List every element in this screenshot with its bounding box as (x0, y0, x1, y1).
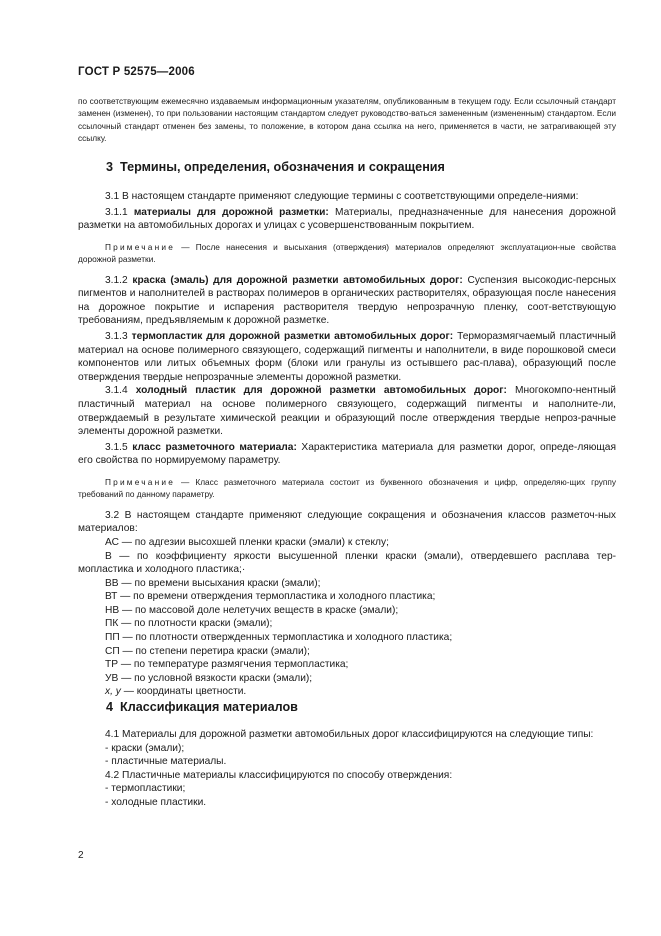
term-3-1-5: 3.1.5 класс разметочного материала: Характеристика материала для разметки дорог, опреде-ляющая его свойства по нормируемому параметру. (78, 441, 616, 467)
paragraph-4-2: 4.2 Пластичные материалы классифицируются по способу отверждения: (105, 769, 453, 781)
section-4-body (78, 728, 616, 810)
abbreviation-item: АС — по адгезии высохшей пленки краски (эмали) к стеклу; (105, 536, 389, 548)
abbreviation-item: ТР — по температуре размягчения термопластика; (105, 659, 349, 671)
term-name: холодный пластик для дорожной разметки автомобильных дорог: (135, 385, 507, 397)
abbreviation-item: В — по коэффициенту яркости высушенной пленки краски (эмали), отвердевшего расплава тер-мопластика и холодного пластика;· (78, 550, 616, 576)
term-3-1-3: 3.1.3 термопластик для дорожной разметки автомобильных дорог: Терморазмягчаемый пластичный материал на основе полимерного связующего, содержащий пигменты и наполнители, в виде порошковой смеси компонентов или литых объемных форм (блоки или гранулы из остывшего рас-плава), образующий после отверждения твердые непрозрачные элементы дорожной разметки. (78, 330, 616, 383)
paragraph-3-2: 3.2 В настоящем стандарте применяют следующие сокращения и обозначения классов разметоч-ных материалов: (78, 509, 616, 535)
term-name: материалы для дорожной разметки: (133, 206, 329, 218)
term-3-1-2: 3.1.2 краска (эмаль) для дорожной разметки автомобильных дорог: Суспензия высокодис-персных пигментов и наполнителей в растворах полимеров в органических растворителях, образующая после нанесения на дорожное покрытие и испарения растворителя твердую непрозрачную пленку, соот-ветствующую требованиям, предъявляемым к дорожной разметке. (78, 274, 616, 327)
abbreviation-item: ПК — по плотности краски (эмали); (105, 618, 273, 630)
section-number: 3 (106, 160, 114, 174)
note-label: Примечание (105, 241, 176, 252)
intro-paragraph: по соответствующим ежемесячно издаваемым информационным указателям, опубликованным в текущем году. Если ссылочный стандарт заменен (изменен), то при пользовании настоящим стандартом следует руководство-ваться замененным (измененным) стандартом. Если ссылочный стандарт отменен без замены, то положение, в котором дана ссылка на него, применяется в части, не затрагивающей эту ссылку. (78, 96, 616, 144)
list-item: - пластичные материалы. (105, 756, 227, 768)
list-item: - термопластики; (105, 783, 186, 795)
section-number: 4 (106, 700, 114, 714)
section-3-heading (106, 160, 445, 174)
page-number: 2 (78, 850, 84, 861)
term-3-1-1: 3.1.1 материалы для дорожной разметки: Материалы, предназначенные для нанесения дорожной разметки на автомобильных дорогах и улицах с усовершенствованным покрытием. (78, 206, 616, 232)
note-1: Примечание — После нанесения и высыхания (отверждения) материалов определяют эксплуатацион-ные свойства дорожной разметки. (78, 241, 616, 265)
note-label: Примечание (105, 476, 176, 487)
list-item: - краски (эмали); (105, 742, 185, 754)
note-2: Примечание — Класс разметочного материала состоит из буквенного обозначения и цифр, определяю-щих группу требований по данному параметру. (78, 476, 616, 500)
coordinate-symbols: х, у (105, 686, 121, 698)
abbreviation-item: ПП — по плотности отвержденных термопластика и холодного пластика; (105, 632, 453, 644)
abbreviation-item: х, у — координаты цветности. (105, 686, 247, 698)
abbreviation-item: НВ — по массовой доле нелетучих веществ в краске (эмали); (105, 604, 399, 616)
abbreviation-list (78, 536, 616, 699)
term-name: класс разметочного материала: (132, 441, 297, 453)
term-name: термопластик для дорожной разметки автомобильных дорог: (131, 330, 454, 342)
paragraph-3-1: 3.1 В настоящем стандарте применяют следующие термины с соответствующими определе-ниями: (105, 191, 579, 202)
abbreviation-item: СП — по степени перетира краски (эмали); (105, 645, 310, 657)
abbreviation-item: ВТ — по времени отверждения термопластика и холодного пластика; (105, 591, 436, 603)
document-header: ГОСТ Р 52575—2006 (78, 66, 195, 78)
list-item: - холодные пластики. (105, 796, 207, 808)
paragraph-4-1: 4.1 Материалы для дорожной разметки автомобильных дорог классифицируются на следующие типы: (105, 729, 594, 740)
term-name: краска (эмаль) для дорожной разметки автомобильных дорог: (132, 274, 463, 286)
section-3-body (78, 190, 616, 699)
section-4-heading (106, 700, 298, 714)
section-title: Термины, определения, обозначения и сокращения (120, 160, 445, 174)
abbreviation-item: ВВ — по времени высыхания краски (эмали); (105, 577, 321, 589)
section-title: Классификация материалов (120, 700, 298, 714)
abbreviation-item: УВ — по условной вязкости краски (эмали); (105, 672, 313, 684)
term-3-1-4: 3.1.4 холодный пластик для дорожной разметки автомобильных дорог: Многокомпо-нентный пластичный материал на основе полимерного связующего, содержащий пигменты и наполните-ли, отверждаемый в результате химической реакции и образующий после отверждения твердые непроз-рачные элементы дорожной разметки. (78, 385, 616, 438)
